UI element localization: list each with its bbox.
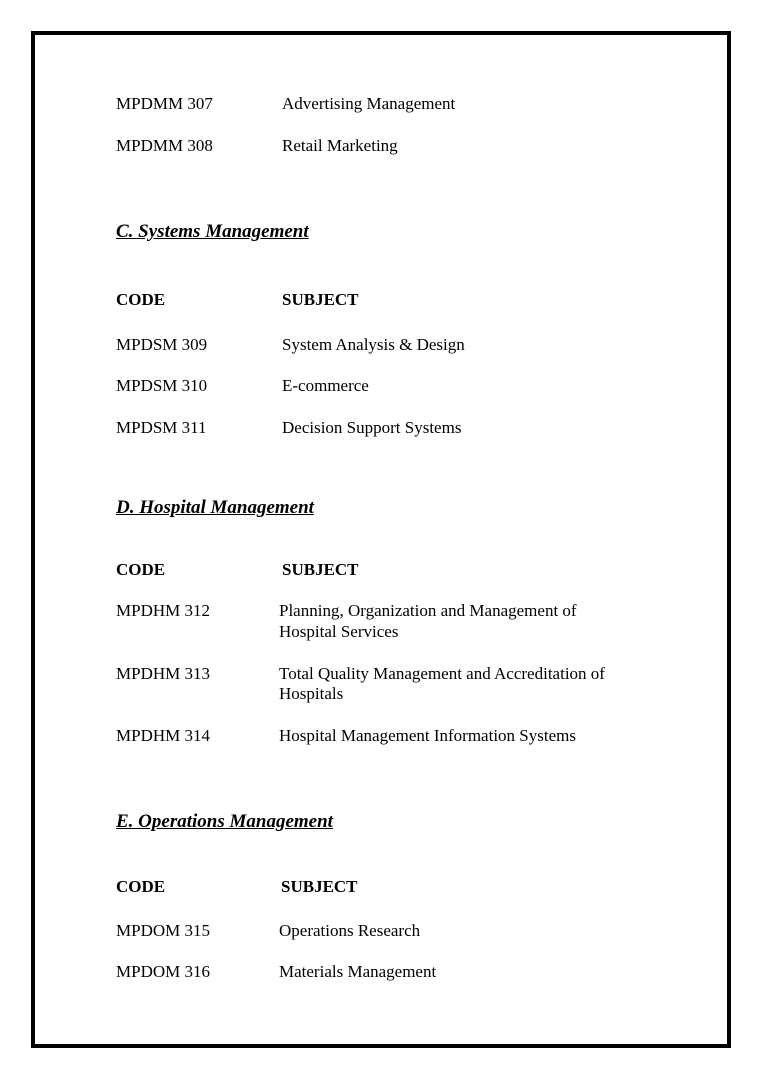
section-title-hospital: D. Hospital Management: [116, 497, 314, 518]
subject-header: SUBJECT: [282, 290, 359, 309]
subject-header: SUBJECT: [282, 560, 359, 579]
course-subject: Retail Marketing: [282, 136, 398, 155]
course-subject: Decision Support Systems: [282, 418, 462, 437]
course-subject: E-commerce: [282, 376, 369, 395]
course-code: MPDHM 313: [116, 664, 210, 683]
course-subject: Total Quality Management and Accreditation of: [279, 664, 605, 683]
section-title-systems: C. Systems Management: [116, 221, 309, 242]
course-subject: Advertising Management: [282, 94, 456, 113]
course-code: MPDHM 314: [116, 726, 210, 745]
subject-header: SUBJECT: [281, 877, 358, 896]
course-subject: Hospital Management Information Systems: [279, 726, 576, 745]
course-code: MPDMM 307: [116, 94, 213, 113]
course-code: MPDSM 310: [116, 376, 208, 395]
course-subject: System Analysis & Design: [282, 335, 465, 354]
course-code: MPDOM 316: [116, 962, 210, 981]
code-header: CODE: [116, 290, 166, 309]
course-subject-continued: Hospitals: [279, 684, 344, 703]
course-subject-continued: Hospital Services: [279, 622, 399, 641]
code-header: CODE: [116, 560, 166, 579]
course-subject: Materials Management: [279, 962, 437, 981]
code-header: CODE: [116, 877, 166, 896]
course-code: MPDHM 312: [116, 601, 210, 620]
course-code: MPDSM 309: [116, 335, 208, 354]
course-subject: Planning, Organization and Management of: [279, 601, 577, 620]
course-subject: Operations Research: [279, 921, 421, 940]
course-code: MPDSM 311: [116, 418, 207, 437]
section-title-operations: E. Operations Management: [116, 811, 333, 832]
course-code: MPDOM 315: [116, 921, 210, 940]
course-code: MPDMM 308: [116, 136, 213, 155]
